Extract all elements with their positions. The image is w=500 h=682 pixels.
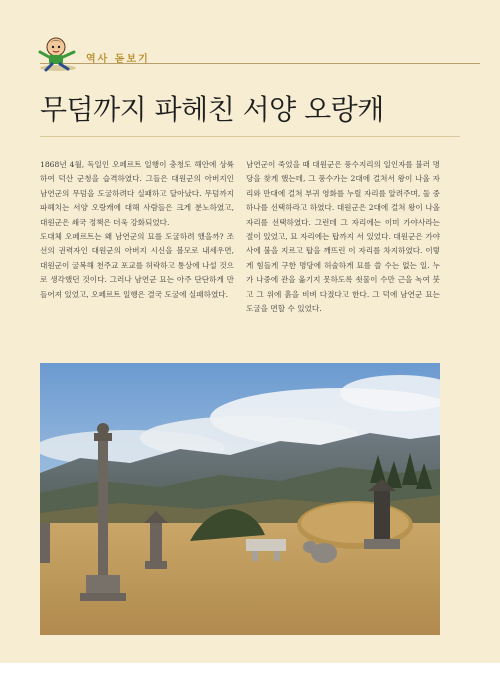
page-title: 무덤까지 파헤친 서양 오랑캐 [40, 93, 384, 126]
right-column [246, 158, 440, 316]
page-bottom-margin [0, 663, 500, 682]
mascot-badge-icon [34, 36, 82, 74]
left-column [40, 158, 234, 302]
body-paragraph: 1868년 4월, 독일인 오페르트 일행이 충청도 해안에 상륙하여 덕산 군청을 습격하였다. 그들은 대원군의 아버지인 남연군의 무덤을 도굴하려다 실패하고 달아났다. 무덤까지 파헤치는 서양 오랑캐에 대해 사람들은 크게 분노하였고, 대원군은 쇄국 정책은 더욱 강화되었다. [40, 160, 234, 227]
section-label: 역사 돋보기 [86, 54, 150, 65]
tomb-photo [40, 363, 440, 635]
title-divider [40, 136, 460, 137]
body-paragraph: 도대체 오페르트는 왜 남연군의 묘를 도굴하려 했을까? 조선의 권력자인 대원군의 아버지 시신을 볼모로 내세우면, 대원군이 굴복해 천주교 포교를 허락하고 통상에 나설 것으로 생각했던 것이다. 그러나 남연군 묘는 아주 단단하게 만들어져 있었고, 오페르트 일행은 결국 도굴에 실패하였다. [40, 232, 234, 299]
body-paragraph: 남연군이 죽었을 때 대원군은 풍수지리의 일인자를 불러 명당을 찾게 했는데, 그 풍수가는 2대에 걸쳐서 왕이 나올 자리와 만대에 걸쳐 부귀 영화를 누릴 자리를 알려주며, 둘 중 하나를 선택하라고 하였다. 대원군은 2대에 걸쳐 왕이 나올 자리를 선택하였다. 그런데 그 자리에는 이미 가야사라는 절이 있었고, 묘 자리에는 탑까지 서 있었다. 대원군은 가야사에 불을 지르고 탑을 깨뜨린 이 자리를 차지하였다. 이렇게 힘들게 구한 명당에 허술하게 묘를 쓸 수는 없는 일. 누가 나중에 관을 옮기지 못하도록 쇳물이 수만 근을 녹여 붓고 그 위에 흙을 비벼 다졌다고 한다. 그 덕에 남연군 묘는 도굴을 면할 수 있었다. [246, 160, 440, 314]
